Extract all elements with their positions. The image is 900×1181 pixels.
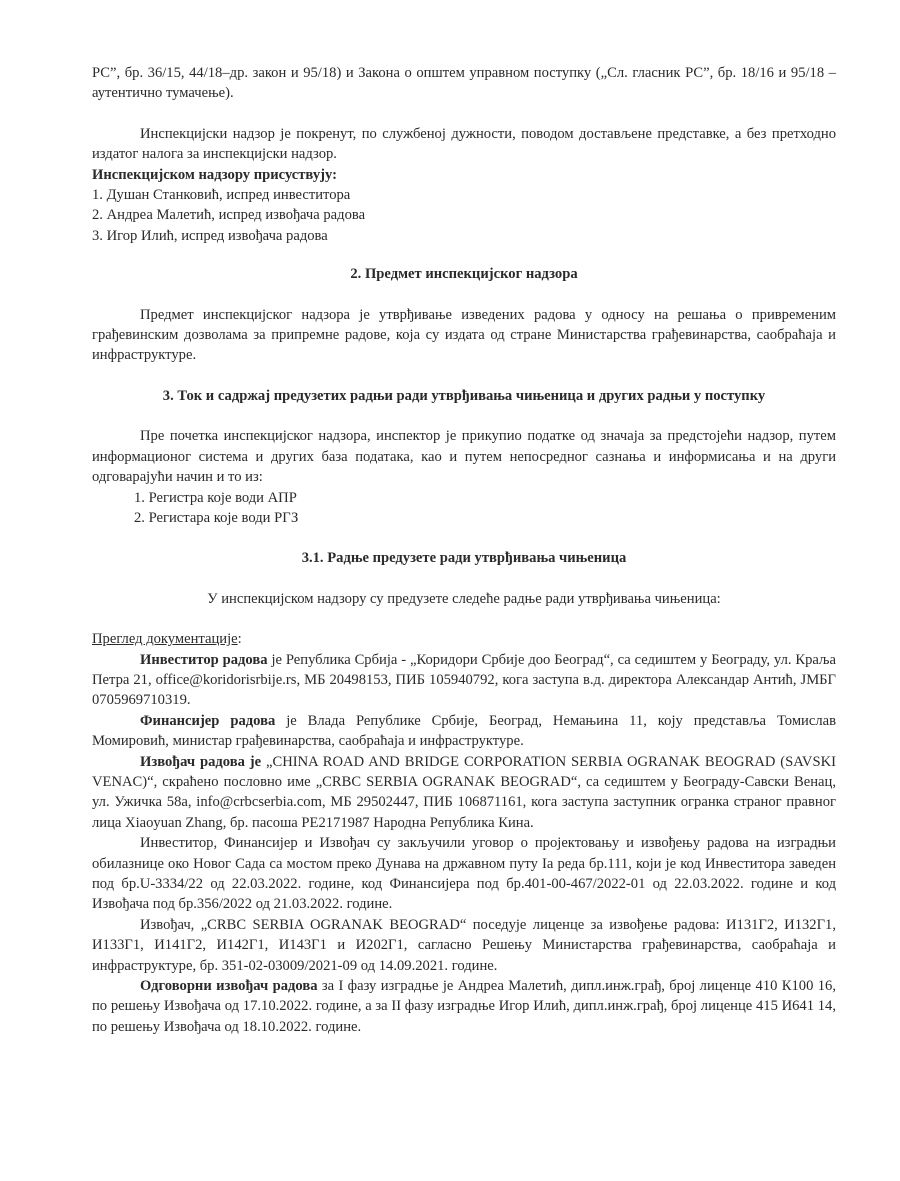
responsible-contractor-paragraph — [92, 976, 836, 1037]
section-2-body: Предмет инспекцијског надзора је утврђивање изведених радова у односу на решања о привременим грађевинским дозволама за припремне радове, која су издата од стране Министарства грађевинарства, саобраћаја и инфраструктуре. — [92, 306, 836, 364]
license-paragraph: Извођач, „CRBC SERBIA OGRANAK BEOGRAD“ поседује лиценце за извођење радова: И131Г2, И132Г1, И133Г1, И141Г2, И142Г1, И143Г1 и И202Г1, сагласно Решењу Министарства грађевинарства, саобраћаја и инфраструктуре, бр. 351-02-03009/2021-09 од 14.09.2021. године. — [92, 916, 836, 974]
section-3-1-intro: У инспекцијском надзору су предузете следеће радње ради утврђивања чињеница: — [207, 590, 721, 607]
attendee-item: 3. Игор Илић, испред извођача радова — [92, 227, 328, 244]
section-3-1-title: 3.1. Радње предузете ради утврђивања чињеница — [301, 550, 627, 567]
documentation-review-heading — [92, 629, 836, 649]
document-page — [92, 63, 836, 1037]
registers-list — [92, 488, 836, 529]
section-3-title: 3. Ток и садржај предузетих радњи ради утврђивања чињеница и других радњи у поступку — [162, 387, 766, 404]
register-item: 2. Регистара које води РГЗ — [134, 509, 299, 526]
attendee-item: 2. Андреа Малетић, испред извођача радова — [92, 207, 366, 224]
contractor-text: „CHINA ROAD AND BRIDGE CORPORATION SERBIA OGRANAK BEOGRAD (SAVSKI VENAC)“, скраћено пословно име „CRBC SERBIA OGRANAK BEOGRAD“, са седиштем у Београду-Савски Венац, ул. Ужичка 58а, info@crbcserbia.com, МБ 29502447, ПИБ 106871161, кога заступа заступник огранка страног правног лица Xiaoyuan Zhang, бр. пасоша PE2171987 Народна Република Кина. — [92, 753, 836, 831]
financier-paragraph — [92, 711, 836, 752]
contract-paragraph: Инвеститор, Финансијер и Извођач су закључили уговор о пројектовању и извођењу радова на изградњи обилазнице око Новог Сада са мостом преко Дунава на државном путу Iа реда бр.111, који је код Инвеститора заведен под бр.U-3334/22 од 22.03.2022. године, код Финансијера под бр.401-00-467/2022-01 од 22.03.2022. године и код Извођача под бр.356/2022 од 21.03.2022. године. — [92, 835, 836, 913]
contractor-label: Извођач радова је — [140, 753, 262, 770]
responsible-label: Одговорни извођач радова — [140, 978, 318, 995]
intro-paragraph: РС”, бр. 36/15, 44/18–др. закон и 95/18) и Закона о општем управном поступку („Сл. гласник РС”, бр. 18/16 и 95/18 – аутентично тумачење). — [92, 65, 836, 102]
section-3-body: Пре почетка инспекцијског надзора, инспектор је прикупио податке од значаја за предстојећи надзор, путем информационог система и других база података, као и путем непосредног сазнања и информисања и на други одговарајући начин и то из: — [92, 428, 836, 486]
contractor-paragraph — [92, 752, 836, 834]
documentation-review-label: Преглед документације — [92, 631, 238, 648]
initiation-paragraph: Инспекцијски надзор је покренут, по службеној дужности, поводом достављене представке, а без претходно издатог налога за инспекцијски надзор. — [92, 125, 836, 163]
attendees-list — [92, 185, 836, 246]
investor-label: Инвеститор радова — [140, 651, 268, 668]
financier-label: Финансијер радова — [140, 712, 276, 729]
review-colon: : — [237, 631, 242, 648]
attendees-heading: Инспекцијском надзору присуствују: — [92, 166, 337, 183]
financier-text: је Влада Републике Србије, Београд, Немањина 11, коју представља Томислав Момировић, министар грађевинарства, саобраћаја и инфраструктуре. — [92, 712, 836, 750]
section-2-title: 2. Предмет инспекцијског надзора — [350, 266, 578, 283]
investor-text: је Република Србија - „Коридори Србије доо Београд“, са седиштем у Београду, ул. Краља Петра 21, office@koridorisrbije.rs, МБ 20498153, ПИБ 105940792, кога заступа в.д. директора Александар Антић, ЈМБГ 0705969710319. — [92, 651, 836, 709]
register-item: 1. Регистра које води АПР — [134, 489, 297, 506]
attendee-item: 1. Душан Станковић, испред инвеститора — [92, 187, 351, 204]
responsible-text: за I фазу изградње је Андреа Малетић, дипл.инж.грађ, број лиценце 410 К100 16, по решењу Извођача од 17.10.2022. године, а за II фазу изградње Игор Илић, дипл.инж.грађ, број лиценце 415 И641 14, по решењу Извођача од 18.10.2022. године. — [92, 978, 836, 1035]
investor-paragraph — [92, 650, 836, 711]
